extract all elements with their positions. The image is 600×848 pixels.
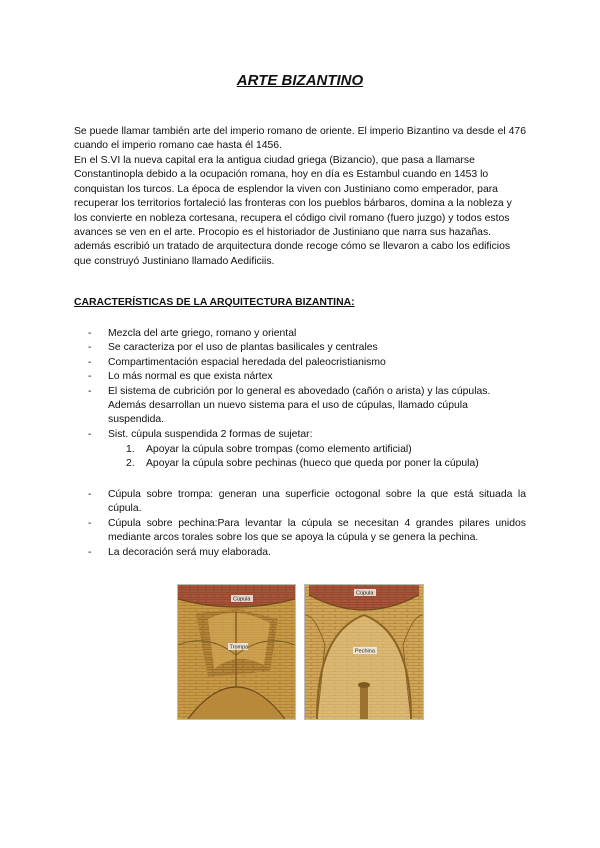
list-item: - La decoración será muy elaborada.	[74, 546, 526, 560]
squinch-illustration	[177, 584, 296, 720]
pendentive-drawing	[305, 585, 423, 719]
list-item: - Sist. cúpula suspendida 2 formas de sujetar:	[74, 428, 526, 442]
dome-label: Cúpula	[233, 596, 251, 603]
dome-label: Cúpula	[356, 590, 374, 597]
pendentive-label: Pechina	[355, 648, 375, 655]
intro-paragraph-2: En el S.VI la nueva capital era la antigua ciudad griega (Bizancio), que pasa a llamarse Constantinopla debido a la ocupación romana, hoy en día es Estambul cuando en 1453 lo conquistan los turcos. La época de esplendor la viven con Justiniano como emperador, para recuperar los territorios fortaleció las fronteras con los pueblos bárbaros, domina a la nobleza y los convierte en nobleza cortesana, recupera el código civil romano (fuero juzgo) y todos estos avances se ven en el arte. Procopio es el historiador de Justiniano que narra sus hazañas. además escribió un tratado de arquitectura donde recoge cómo se llevaron a cabo los edificios que construyó Justiniano llamado Aedificiis.	[74, 155, 512, 267]
list-item: - Se caracteriza por el uso de plantas basilicales y centrales	[74, 341, 526, 355]
intro-paragraph-1: Se puede llamar también arte del imperio romano de oriente. El imperio Bizantino va desde el 476 cuando el imperio romano cae hasta él 1456.	[74, 126, 526, 152]
list-item: - Cúpula sobre pechina:Para levantar la cúpula se necesitan 4 grandes pilares unidos mediante arcos torales sobre los que se apoya la cúpula y se genera la pechina.	[74, 517, 526, 546]
section-heading: CARACTERÍSTICAS DE LA ARQUITECTURA BIZANTINA:	[74, 297, 355, 308]
list-item: - Cúpula sobre trompa: generan una superficie octogonal sobre la que está situada la cúpula.	[74, 488, 526, 517]
item-number: 2.	[126, 458, 135, 470]
squinch-drawing	[178, 585, 295, 719]
numbered-item	[126, 457, 479, 471]
list-item: - Mezcla del arte griego, romano y oriental	[74, 327, 526, 341]
list-item: - Lo más normal es que exista nártex	[74, 370, 526, 384]
page-title: ARTE BIZANTINO	[236, 72, 364, 89]
item-text: Apoyar la cúpula sobre trompas (como elemento artificial)	[146, 444, 412, 455]
list-item: - Compartimentación espacial heredada del paleocristianismo	[74, 356, 526, 370]
suspension-methods-list	[126, 443, 479, 472]
list-item: - El sistema de cubrición por lo general es abovedado (cañón o arista) y las cúpulas. Además desarrollan un nuevo sistema para el uso de cúpulas, llamado cúpula suspendida.	[74, 385, 526, 428]
pendentive-illustration	[304, 584, 424, 720]
item-text: Apoyar la cúpula sobre pechinas (hueco que queda por poner la cúpula)	[146, 458, 479, 470]
numbered-item	[126, 443, 479, 457]
item-number: 1.	[126, 444, 135, 455]
characteristics-list	[74, 327, 526, 442]
definitions-list	[74, 488, 526, 560]
squinch-label: Trompa	[229, 644, 249, 651]
